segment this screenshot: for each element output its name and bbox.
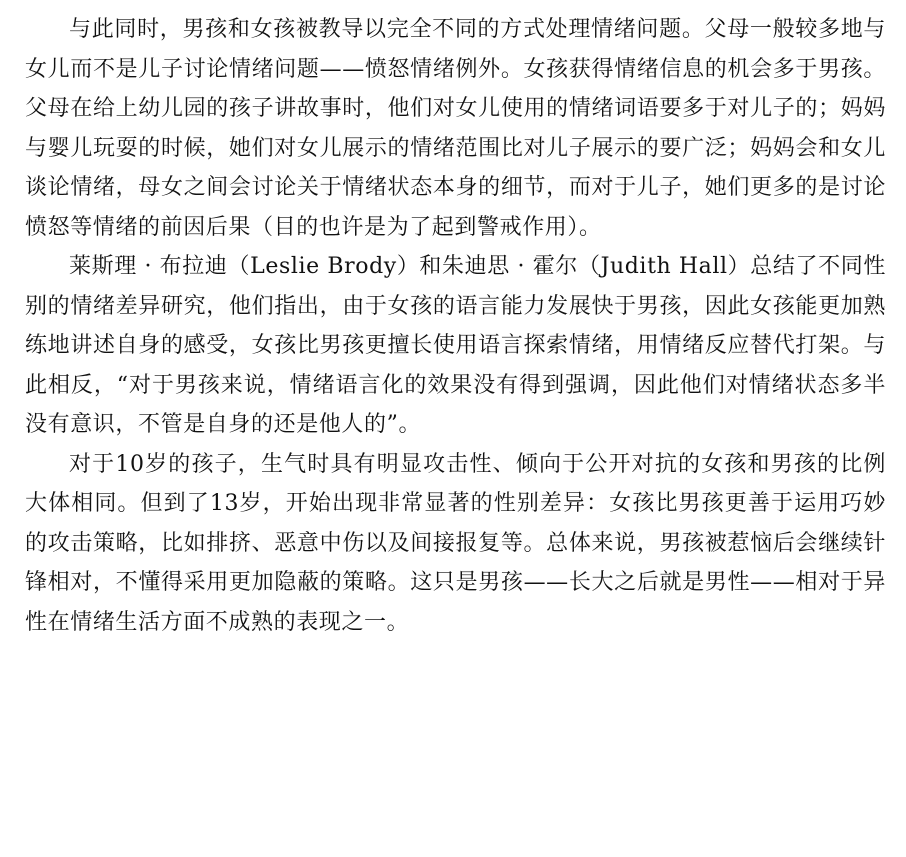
paragraph-1: 与此同时，男孩和女孩被教导以完全不同的方式处理情绪问题。父母一般较多地与女儿而不是儿子讨论情绪问题——愤怒情绪例外。女孩获得情绪信息的机会多于男孩。父母在给上幼儿园的孩子讲故事时，他们对女儿使用的情绪词语要多于对儿子的；妈妈与婴儿玩耍的时候，她们对女儿展示的情绪范围比对儿子展示的要广泛；妈妈会和女儿谈论情绪，母女之间会讨论关于情绪状态本身的细节，而对于儿子，她们更多的是讨论愤怒等情绪的前因后果（目的也许是为了起到警戒作用）。: [25, 17, 886, 240]
paragraph-2: 莱斯理 · 布拉迪（Leslie Brody）和朱迪思 · 霍尔（Judith Hall）总结了不同性别的情绪差异研究，他们指出，由于女孩的语言能力发展快于男孩，因此女孩能更加熟练地讲述自身的感受，女孩比男孩更擅长使用语言探索情绪，用情绪反应替代打架。与此相反，“对于男孩来说，情绪语言化的效果没有得到强调，因此他们对情绪状态多半没有意识，不管是自身的还是他人的”。: [25, 254, 886, 437]
paragraph-3: 对于10岁的孩子，生气时具有明显攻击性、倾向于公开对抗的女孩和男孩的比例大体相同。但到了13岁，开始出现非常显著的性别差异：女孩比男孩更善于运用巧妙的攻击策略，比如排挤、恶意中伤以及间接报复等。总体来说，男孩被惹恼后会继续针锋相对，不懂得采用更加隐蔽的策略。这只是男孩——长大之后就是男性——相对于异性在情绪生活方面不成熟的表现之一。: [25, 451, 886, 635]
